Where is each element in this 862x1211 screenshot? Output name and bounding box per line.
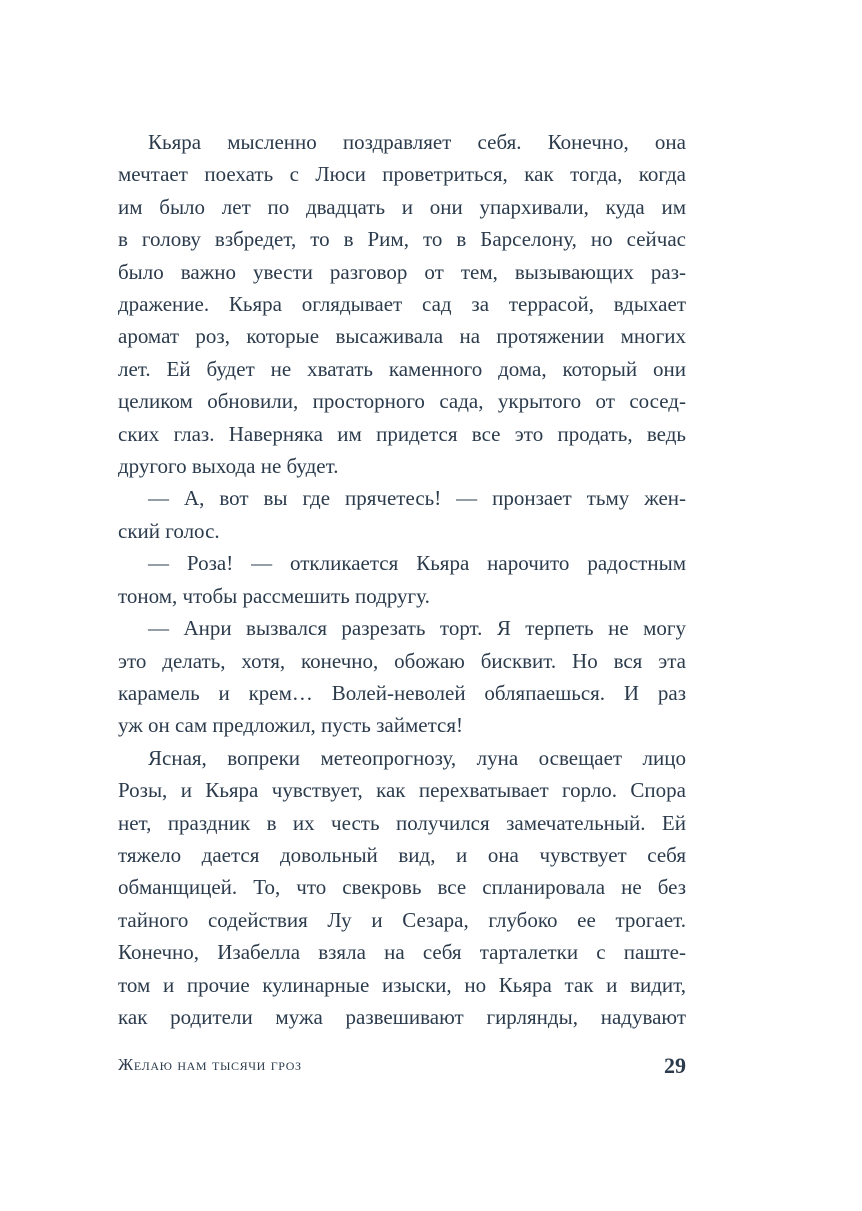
text-line: как родители мужа развешивают гирлянды, надувают: [118, 1004, 686, 1029]
text-line: Кьяра мысленно поздравляет себя. Конечно, она: [148, 130, 686, 154]
text-line: это делать, хотя, конечно, обожаю бисквит. Но вся эта: [118, 648, 686, 673]
text-line: дражение. Кьяра оглядывает сад за террасой, вдыхает: [118, 292, 686, 317]
text-line: целиком обновили, просторного сада, укрытого от сосед-: [118, 389, 686, 414]
text-line: — Анри вызвался разрезать торт. Я терпеть не могу: [148, 616, 686, 641]
text-line: мечтает поехать с Люси проветриться, как тогда, когда: [118, 162, 686, 187]
page-number: 29: [664, 1053, 686, 1078]
text-line: уж он сам предложил, пусть займется!: [118, 713, 463, 738]
paragraph: [118, 547, 686, 612]
text-line: лет. Ей будет не хватать каменного дома, который они: [118, 356, 686, 381]
text-line: другого выхода не будет.: [118, 454, 339, 479]
paragraph: [118, 482, 686, 547]
running-title: Желаю нам тысячи гроз: [118, 1055, 302, 1074]
text-line: обманщицей. То, что свекровь все спланировала не без: [118, 875, 686, 900]
text-line: — А, вот вы где прячетесь! — пронзает тьму жен-: [148, 486, 686, 511]
text-line: том и прочие кулинарные изыски, но Кьяра так и видит,: [118, 972, 686, 997]
paragraph: [118, 742, 686, 1034]
paragraph: [118, 612, 686, 742]
text-line: в голову взбредет, то в Рим, то в Барселону, но сейчас: [118, 227, 686, 252]
text-line: нет, праздник в их честь получился замечательный. Ей: [118, 810, 686, 835]
text-line: — Роза! — откликается Кьяра нарочито радостным: [148, 551, 686, 576]
text-line: Конечно, Изабелла взяла на себя тарталетки с пaште-: [118, 940, 686, 965]
text-line: аромат роз, которые высаживала на протяжении многих: [118, 324, 686, 349]
text-line: было важно увести разговор от тем, вызывающих раз-: [118, 259, 686, 284]
text-line: тяжело дается довольный вид, и она чувствует себя: [118, 842, 686, 867]
body-text: [118, 126, 686, 1033]
text-line: ский голос.: [118, 518, 220, 543]
text-line: тоном, чтобы рассмешить подругу.: [118, 583, 430, 608]
text-line: ских глаз. Наверняка им придется все это продать, ведь: [118, 421, 686, 446]
text-line: Ясная, вопреки метеопрогнозу, луна освещает лицо: [148, 745, 686, 770]
text-line: карамель и крем… Волей-неволей обляпаешься. И раз: [118, 680, 686, 705]
text-line: Розы, и Кьяра чувствует, как перехватывает горло. Спора: [118, 778, 686, 803]
text-line: им было лет по двадцать и они упархивали, куда им: [118, 194, 686, 219]
paragraph: [118, 126, 686, 482]
text-line: тайного содействия Лу и Сезара, глубоко ее трогает.: [118, 907, 686, 932]
